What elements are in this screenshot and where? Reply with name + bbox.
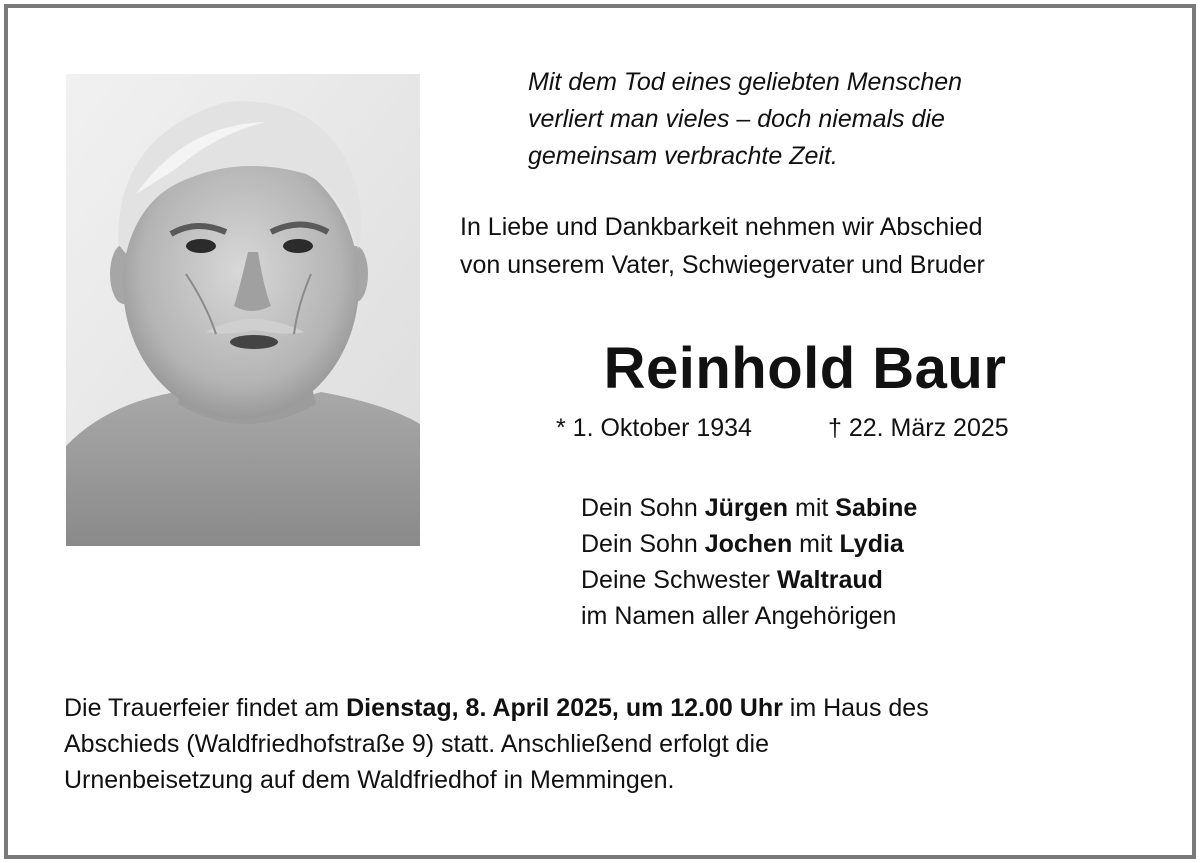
memorial-quote: [528, 64, 962, 175]
family-line: [581, 490, 917, 526]
funeral-line: Abschieds (Waldfriedhofstraße 9) statt. Anschließend erfolgt die: [64, 730, 769, 758]
connector-text: mit: [788, 494, 836, 522]
quote-line: gemeinsam verbrachte Zeit.: [528, 142, 838, 170]
partner-name: Sabine: [835, 494, 918, 522]
family-member-name: Waltraud: [776, 566, 883, 594]
death-date: † 22. März 2025: [828, 414, 1009, 442]
relation-label: Deine Schwester: [581, 566, 777, 594]
intro-line: von unserem Vater, Schwiegervater und Bruder: [460, 251, 985, 279]
relation-label: Dein Sohn: [581, 494, 705, 522]
funeral-line: Urnenbeisetzung auf dem Waldfriedhof in Memmingen.: [64, 766, 675, 794]
intro-line: In Liebe und Dankbarkeit nehmen wir Abschied: [460, 213, 983, 241]
family-member-name: Jürgen: [704, 494, 789, 522]
quote-line: verliert man vieles – doch niemals die: [528, 105, 945, 133]
family-signatures: [581, 490, 917, 634]
partner-name: Lydia: [839, 530, 904, 558]
quote-line: Mit dem Tod eines geliebten Menschen: [528, 68, 963, 96]
funeral-text: im Haus des: [782, 694, 929, 722]
farewell-intro: [460, 208, 985, 284]
funeral-line: [64, 690, 929, 726]
family-line: [581, 562, 917, 598]
family-line: [581, 526, 917, 562]
relation-label: Dein Sohn: [581, 530, 705, 558]
portrait-photo: [66, 74, 420, 546]
deceased-name: Reinhold Baur: [603, 336, 1007, 401]
funeral-text: Die Trauerfeier findet am: [64, 694, 347, 722]
funeral-datetime: Dienstag, 8. April 2025, um 12.00 Uhr: [346, 694, 783, 722]
birth-date: * 1. Oktober 1934: [556, 414, 752, 442]
funeral-notice: [64, 690, 929, 798]
connector-text: mit: [792, 530, 840, 558]
closing-line: im Namen aller Angehörigen: [581, 602, 897, 630]
family-member-name: Jochen: [704, 530, 793, 558]
